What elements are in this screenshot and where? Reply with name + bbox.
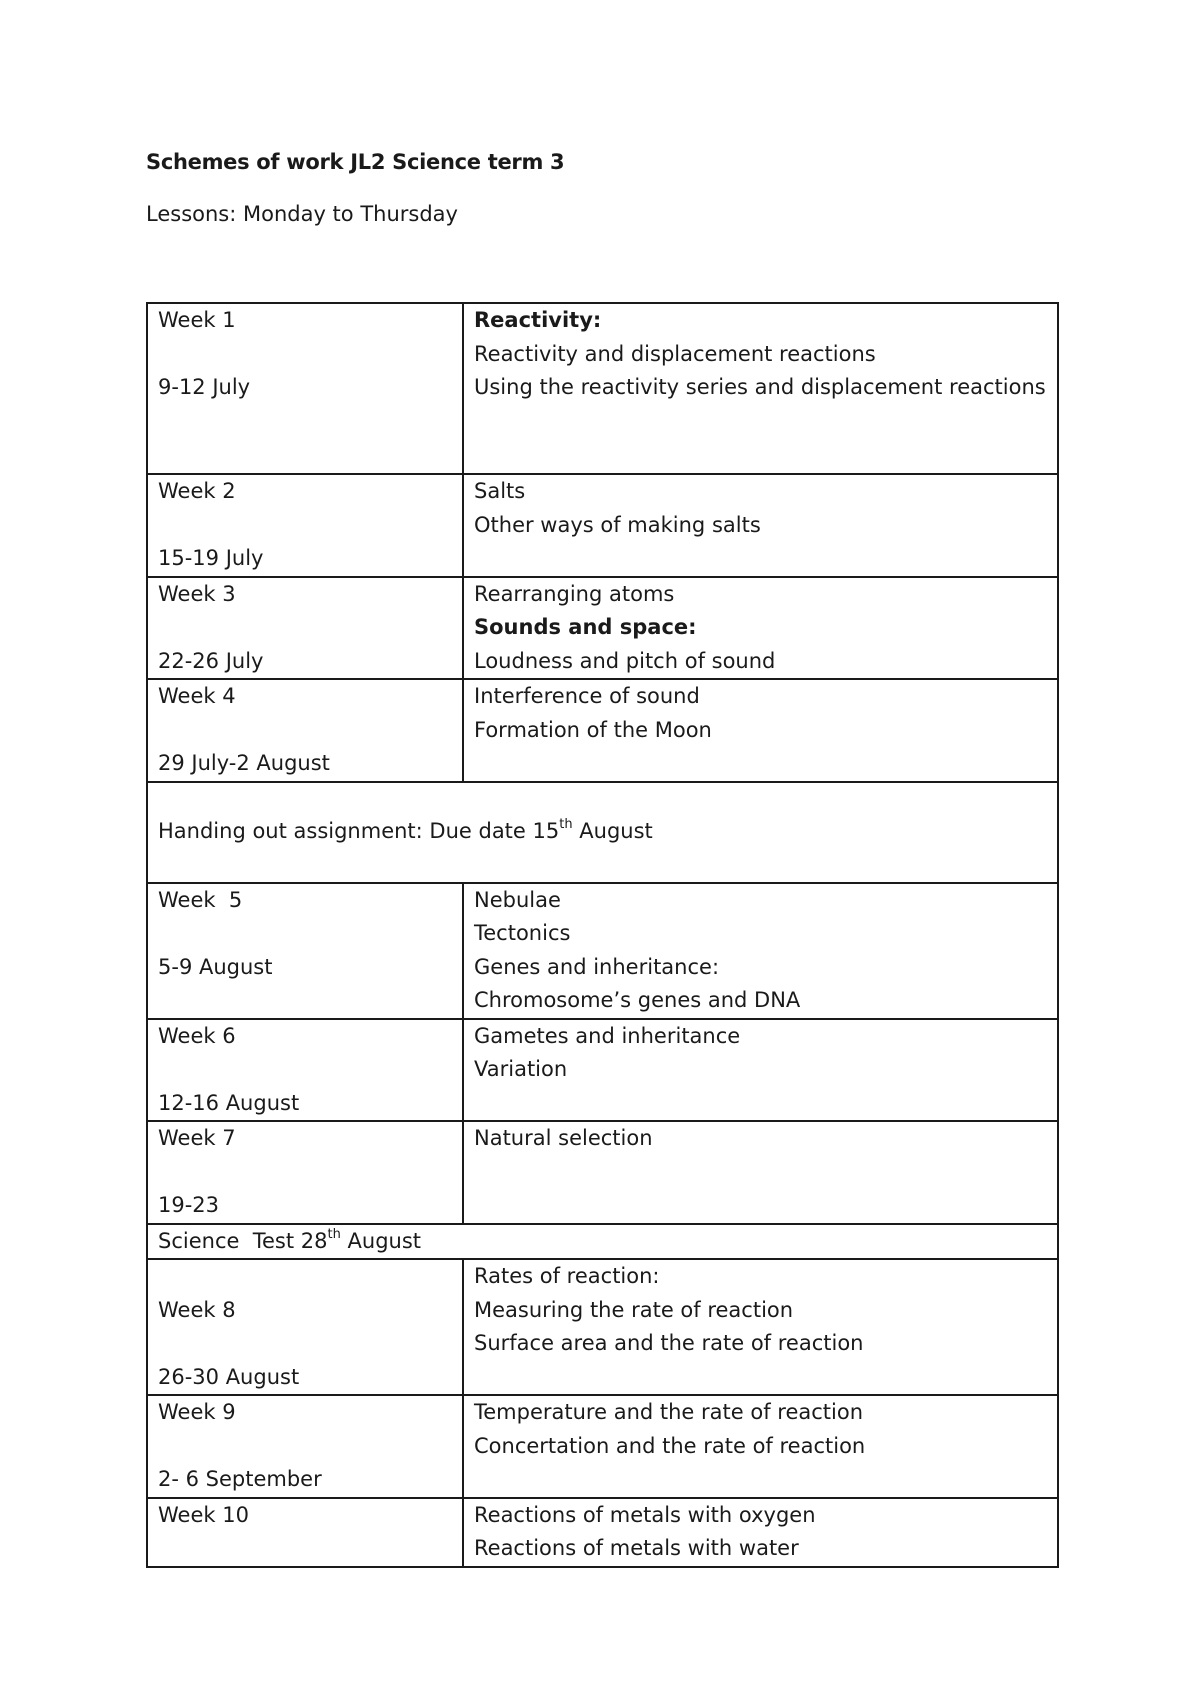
topics-cell [463,1019,1058,1122]
week-dates: 2- 6 September [158,1467,322,1491]
week-cell [147,883,463,1019]
week-cell [147,577,463,680]
week-cell [147,679,463,782]
topic-item: Formation of the Moon [474,717,712,742]
week-label: Week 9 [158,1400,236,1424]
week-dates: 19-23 [158,1193,220,1217]
topics-cell [463,577,1058,680]
topic-heading: Reactivity: [474,308,602,332]
topics-cell [463,1121,1058,1224]
topic-item: Nebulae [474,887,561,912]
topic-item: Reactivity and displacement reactions [474,341,876,366]
topic-item: Salts [474,479,526,503]
topics-cell [463,474,1058,577]
topic-item: Loudness and pitch of sound [474,648,776,673]
table-row [147,303,1058,474]
table-row [147,883,1058,1019]
week-dates: 26-30 August [158,1364,300,1389]
lessons-schedule: Lessons: Monday to Thursday [146,202,458,226]
page-title: Schemes of work JL2 Science term 3 [146,150,565,174]
topic-item: Variation [474,1057,568,1081]
table-row [147,1498,1058,1567]
week-label: Week 4 [158,684,236,708]
topics-cell [463,1259,1058,1395]
week-cell [147,1498,463,1567]
table-row [147,577,1058,680]
week-label: Week 6 [158,1023,236,1048]
topic-item: Using the reactivity series and displacement reactions [474,375,1046,399]
ordinal-suffix: th [559,817,573,833]
topic-item: Gametes and inheritance [474,1023,741,1048]
topic-item: Natural selection [474,1126,653,1150]
table-row [147,782,1058,883]
week-label: Week 8 [158,1297,236,1322]
topic-item: Surface area and the rate of reaction [474,1331,864,1355]
test-note-cell [147,1224,1058,1260]
week-label: Week 10 [158,1502,249,1527]
topics-cell [463,1498,1058,1567]
topics-cell [463,883,1058,1019]
topics-cell [463,303,1058,474]
week-cell [147,1121,463,1224]
ordinal-suffix: th [327,1226,341,1242]
topic-item: Reactions of metals with oxygen [474,1502,816,1527]
table-row [147,474,1058,577]
topic-item: Genes and inheritance: [474,954,720,979]
table-row [147,1121,1058,1224]
week-label: Week 3 [158,581,236,606]
table-row [147,679,1058,782]
week-label: Week 7 [158,1126,236,1150]
week-dates: 22-26 July [158,648,264,673]
week-dates: 15-19 July [158,546,264,570]
assignment-note-cell [147,782,1058,883]
assignment-note-month: August [572,819,653,844]
week-dates: 12-16 August [158,1090,300,1115]
topic-item: Tectonics [474,921,571,945]
assignment-note-text: Handing out assignment: Due date 15 [158,819,560,844]
topic-heading: Sounds and space: [474,615,697,639]
week-cell [147,1395,463,1498]
topic-item: Interference of sound [474,684,700,708]
topic-item: Temperature and the rate of reaction [474,1400,864,1424]
test-note-month: August [340,1228,422,1253]
topic-item: Rearranging atoms [474,581,675,606]
topic-item: Rates of reaction: [474,1264,660,1288]
topic-item: Reactions of metals with water [474,1536,799,1560]
topic-item: Measuring the rate of reaction [474,1297,794,1322]
week-label: Week 1 [158,308,236,332]
table-row [147,1019,1058,1122]
topic-item: Concertation and the rate of reaction [474,1433,866,1458]
table-row [147,1224,1058,1260]
week-cell [147,1259,463,1395]
week-cell [147,303,463,474]
week-dates: 29 July-2 August [158,751,330,775]
topic-item: Chromosome’s genes and DNA [474,988,801,1012]
week-cell [147,1019,463,1122]
week-dates: 9-12 July [158,375,251,399]
scheme-of-work-table [146,302,1059,1568]
topics-cell [463,679,1058,782]
test-note-text: Science Test 28 [158,1228,328,1253]
week-dates: 5-9 August [158,954,273,979]
week-cell [147,474,463,577]
week-label: Week 2 [158,479,236,503]
table-row [147,1395,1058,1498]
table-row [147,1259,1058,1395]
week-label: Week 5 [158,887,243,912]
topics-cell [463,1395,1058,1498]
topic-item: Other ways of making salts [474,512,761,537]
